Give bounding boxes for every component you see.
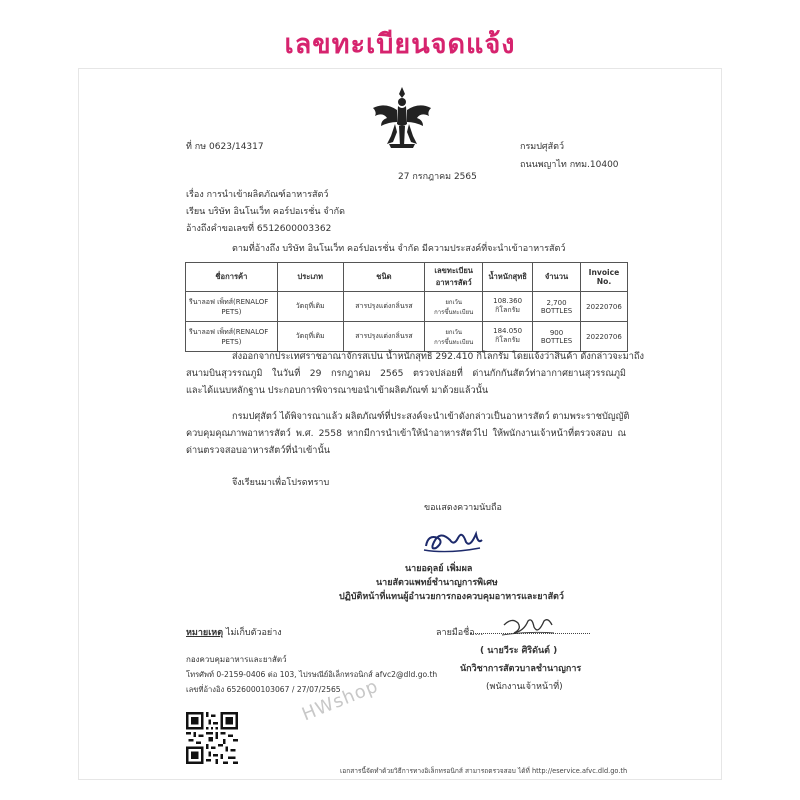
- intro-paragraph: ตามที่อ้างถึง บริษัท อินโนเว็ท คอร์ปอเรชั่น จำกัด มีความประสงค์ที่จะนำเข้าอาหารสัตว์: [232, 244, 566, 254]
- cell-net-weight: 108.360 กิโลกรัม: [483, 292, 533, 322]
- reference-number: ที่ กษ 0623/14317: [186, 142, 264, 152]
- regards: ขอแสดงความนับถือ: [424, 503, 502, 513]
- contact-reference: เลขที่อ้างอิง 6526000103067 / 27/07/2565: [186, 685, 341, 694]
- officer-position: นักวิชาการสัตวบาลชำนาญการ: [460, 664, 582, 674]
- cell-invoice: 20220706: [580, 292, 627, 322]
- watermark: HWshop: [298, 675, 382, 726]
- cell-quantity: 900 BOTTLES: [533, 322, 581, 352]
- officer-role: (พนักงานเจ้าหน้าที่): [486, 682, 563, 692]
- cell-kind: สารปรุงแต่งกลิ่นรส: [343, 322, 425, 352]
- recipient: เรียน บริษัท อินโนเว็ท คอร์ปอเรชั่น จำกัด: [186, 207, 345, 217]
- table-row: [186, 292, 628, 322]
- header-net-weight: น้ำหนักสุทธิ: [483, 263, 533, 292]
- header-type: ประเภท: [277, 263, 343, 292]
- paragraph-approval: กรมปศุสัตว์ ได้พิจารณาแล้ว ผลิตภัณฑ์ที่ประสงค์จะนำเข้าดังกล่าวเป็นอาหารสัตว์ ตามพระราชบัญญัติ: [232, 411, 630, 422]
- contact-division: กองควบคุมอาหารและยาสัตว์: [186, 655, 287, 664]
- cell-registration: ยกเว้น การขึ้นทะเบียน: [425, 292, 483, 322]
- footer-verification: เอกสารนี้จัดทำด้วยวิธีการทางอิเล็กทรอนิกส์ สามารถตรวจสอบ ได้ที่ http://eservice.afvc.dld.go.th: [340, 767, 628, 775]
- reference-request: อ้างถึงคำขอเลขที่ 6512600003362: [186, 224, 332, 234]
- closing-line: จึงเรียนมาเพื่อโปรดทราบ: [232, 478, 330, 488]
- qr-code: [186, 712, 238, 764]
- contact-phone: โทรศัพท์ 0-2159-0406 ต่อ 103, ไปรษณีย์อิเล็กทรอนิกส์ afvc2@dld.go.th: [186, 670, 438, 679]
- cell-registration: ยกเว้น การขึ้นทะเบียน: [425, 322, 483, 352]
- director-position: นายสัตวแพทย์ชำนาญการพิเศษ: [376, 578, 498, 588]
- paragraph-shipment: ส่งออกจากประเทศราชอาณาจักรสเปน น้ำหนักสุทธิ 292.410 กิโลกรัม โดยแจ้งว่าสินค้า ดังกล่าวจะมาถึง: [232, 351, 644, 362]
- letter-date: 27 กรกฎาคม 2565: [398, 172, 477, 182]
- cell-type: วัตถุที่เติม: [277, 322, 343, 352]
- sender-address: ถนนพญาไท กทม.10400: [520, 160, 619, 170]
- header-quantity: จำนวน: [533, 263, 581, 292]
- garuda-emblem-icon: [367, 84, 437, 154]
- paragraph-approval-3: ด่านตรวจสอบอาหารสัตว์ที่นำเข้านั้น: [186, 445, 331, 456]
- registration-table: [185, 262, 628, 352]
- table-row: [186, 322, 628, 352]
- header-registration: เลขทะเบียน อาหารสัตว์: [425, 263, 483, 292]
- cell-net-weight: 184.050 กิโลกรัม: [483, 322, 533, 352]
- director-signature: [418, 520, 488, 560]
- banner-title: เลขทะเบียนจดแจ้ง: [284, 29, 516, 60]
- cell-type: วัตถุที่เติม: [277, 292, 343, 322]
- table-header-row: [186, 263, 628, 292]
- sender-org: กรมปศุสัตว์: [520, 142, 565, 152]
- cell-kind: สารปรุงแต่งกลิ่นรส: [343, 292, 425, 322]
- director-name: นายอดุลย์ เพิ่มผล: [405, 564, 473, 574]
- paragraph-approval-2: ควบคุมคุณภาพอาหารสัตว์ พ.ศ. 2558 หากมีการนำเข้าให้นำอาหารสัตว์ไป ให้พนักงานเจ้าหน้าที่ตรวจสอบ ณ: [186, 428, 626, 439]
- director-acting: ปฏิบัติหน้าที่แทนผู้อำนวยการกองควบคุมอาหารและยาสัตว์: [339, 592, 564, 602]
- cell-quantity: 2,700 BOTTLES: [533, 292, 581, 322]
- header-trade-name: ชื่อการค้า: [186, 263, 278, 292]
- note-label: หมายเหตุ: [186, 628, 224, 638]
- header-kind: ชนิด: [343, 263, 425, 292]
- cell-trade-name: รีนาลอฟ เพ็ทส์(RENALOF PETS): [186, 322, 278, 352]
- subject: เรื่อง การนำเข้าผลิตภัณฑ์อาหารสัตว์: [186, 190, 329, 200]
- cell-trade-name: รีนาลอฟ เพ็ทส์(RENALOF PETS): [186, 292, 278, 322]
- cell-invoice: 20220706: [580, 322, 627, 352]
- officer-sign-label: ลายมือชื่อ...: [436, 628, 484, 638]
- paragraph-shipment-2: สนามบินสุวรรณภูมิ ในวันที่ 29 กรกฎาคม 2565 ตรวจปล่อยที่ ด่านกักกันสัตว์ท่าอากาศยานสุวรรณภูมิ: [186, 368, 626, 379]
- officer-signature: [498, 613, 558, 639]
- officer-name: ( นายวีระ ศิริดันต์ ): [480, 646, 558, 656]
- note-text: ไม่เก็บตัวอย่าง: [225, 628, 282, 638]
- header-invoice: Invoice No.: [580, 263, 627, 292]
- banner: [0, 0, 800, 72]
- note: [186, 628, 282, 639]
- paragraph-shipment-3: และได้แนบหลักฐาน ประกอบการพิจารณาขอนำเข้าผลิตภัณฑ์ มาด้วยแล้วนั้น: [186, 385, 489, 396]
